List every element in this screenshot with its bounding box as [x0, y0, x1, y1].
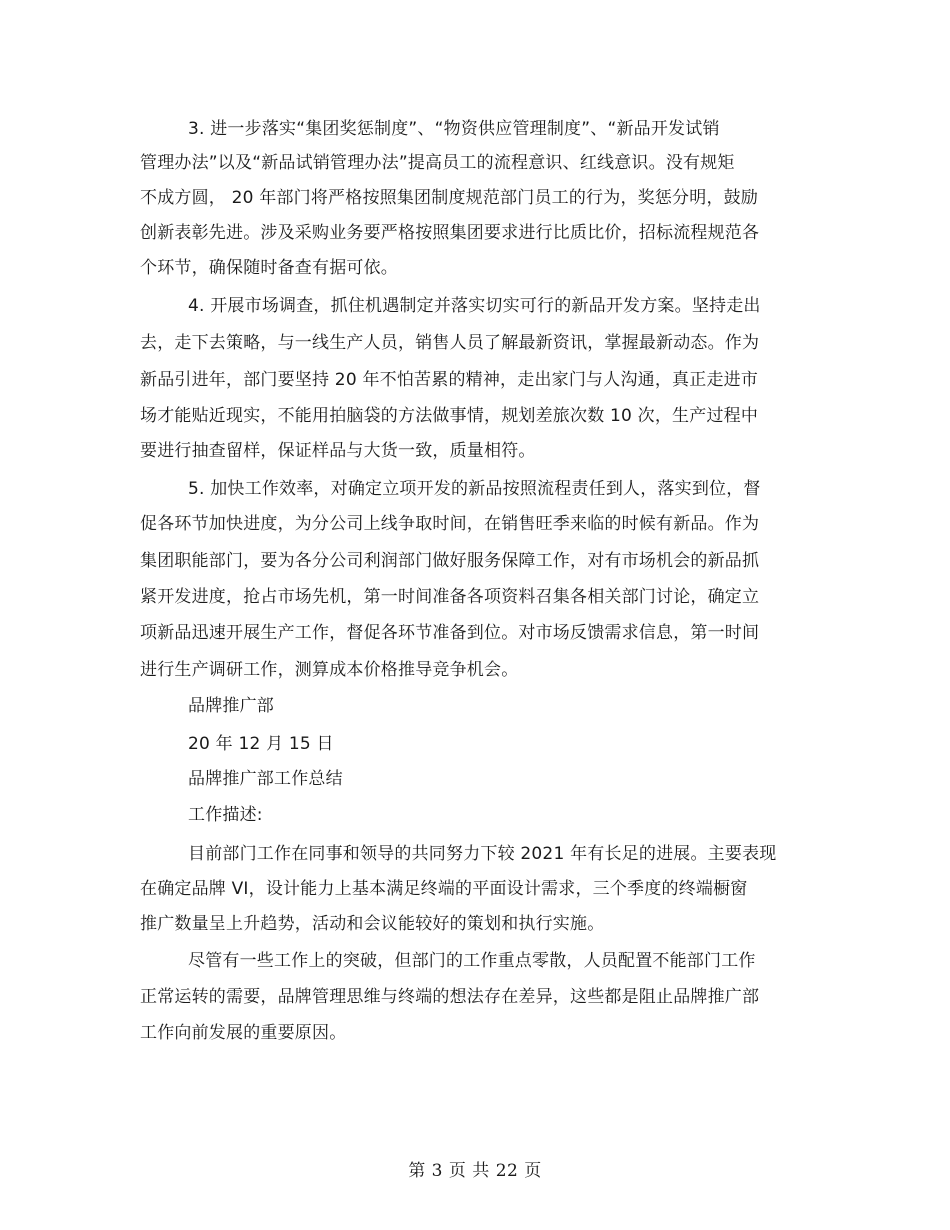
paragraph-line: 进行生产调研工作，测算成本价格推导竞争机会。 [140, 660, 519, 680]
section-title: 品牌推广部工作总结 [188, 769, 343, 789]
paragraph-line: 个环节，确保随时备查有据可依。 [140, 258, 398, 278]
page-number: 第 3 页 共 22 页 [408, 1161, 542, 1181]
paragraph-line: 创新表彰先进。涉及采购业务要严格按照集团要求进行比质比价，招标流程规范各 [140, 223, 760, 243]
paragraph-line: 在确定品牌 VI，设计能力上基本满足终端的平面设计需求，三个季度的终端橱窗 [140, 879, 748, 899]
paragraph-line: 不成方圆， 20 年部门将严格按照集团制度规范部门员工的行为，奖惩分明，鼓励 [140, 188, 759, 208]
paragraph-line: 尽管有一些工作上的突破，但部门的工作重点零散，人员配置不能部门工作 [188, 951, 756, 971]
paragraph-line: 5. 加快工作效率，对确定立项开发的新品按照流程责任到人，落实到位，督 [188, 479, 761, 499]
paragraph-line: 正常运转的需要，品牌管理思维与终端的想法存在差异，这些都是阻止品牌推广部 [140, 987, 760, 1007]
department-name: 品牌推广部 [188, 696, 274, 716]
paragraph-line: 管理办法”以及“新品试销管理办法”提高员工的流程意识、红线意识。没有规矩 [140, 153, 735, 173]
paragraph-line: 目前部门工作在同事和领导的共同努力下较 2021 年有长足的进展。主要表现 [188, 844, 777, 864]
paragraph-line: 紧开发进度，抢占市场先机，第一时间准备各项资料召集各相关部门讨论，确定立 [140, 587, 760, 607]
document-date: 20 年 12 月 15 日 [188, 734, 334, 754]
paragraph-line: 项新品迅速开展生产工作，督促各环节准备到位。对市场反馈需求信息，第一时间 [140, 623, 760, 643]
paragraph-line: 3. 进一步落实“集团奖惩制度”、“物资供应管理制度”、“新品开发试销 [188, 119, 720, 139]
paragraph-line: 场才能贴近现实，不能用拍脑袋的方法做事情，规划差旅次数 10 次，生产过程中 [140, 406, 759, 426]
paragraph-line: 要进行抽查留样，保证样品与大货一致，质量相符。 [140, 441, 536, 461]
paragraph-line: 促各环节加快进度，为分公司上线争取时间，在销售旺季来临的时候有新品。作为 [140, 514, 760, 534]
paragraph-line: 工作向前发展的重要原因。 [140, 1023, 347, 1043]
paragraph-line: 集团职能部门，要为各分公司利润部门做好服务保障工作，对有市场机会的新品抓 [140, 551, 760, 571]
paragraph-line: 新品引进年，部门要坚持 20 年不怕苦累的精神，走出家门与人沟通，真正走进市 [140, 370, 759, 390]
paragraph-line: 4. 开展市场调查，抓住机遇制定并落实切实可行的新品开发方案。坚持走出 [188, 296, 761, 316]
paragraph-line: 推广数量呈上升趋势，活动和会议能较好的策划和执行实施。 [140, 914, 605, 934]
section-subtitle: 工作描述: [188, 805, 263, 825]
paragraph-line: 去，走下去策略，与一线生产人员，销售人员了解最新资讯，掌握最新动态。作为 [140, 333, 760, 353]
